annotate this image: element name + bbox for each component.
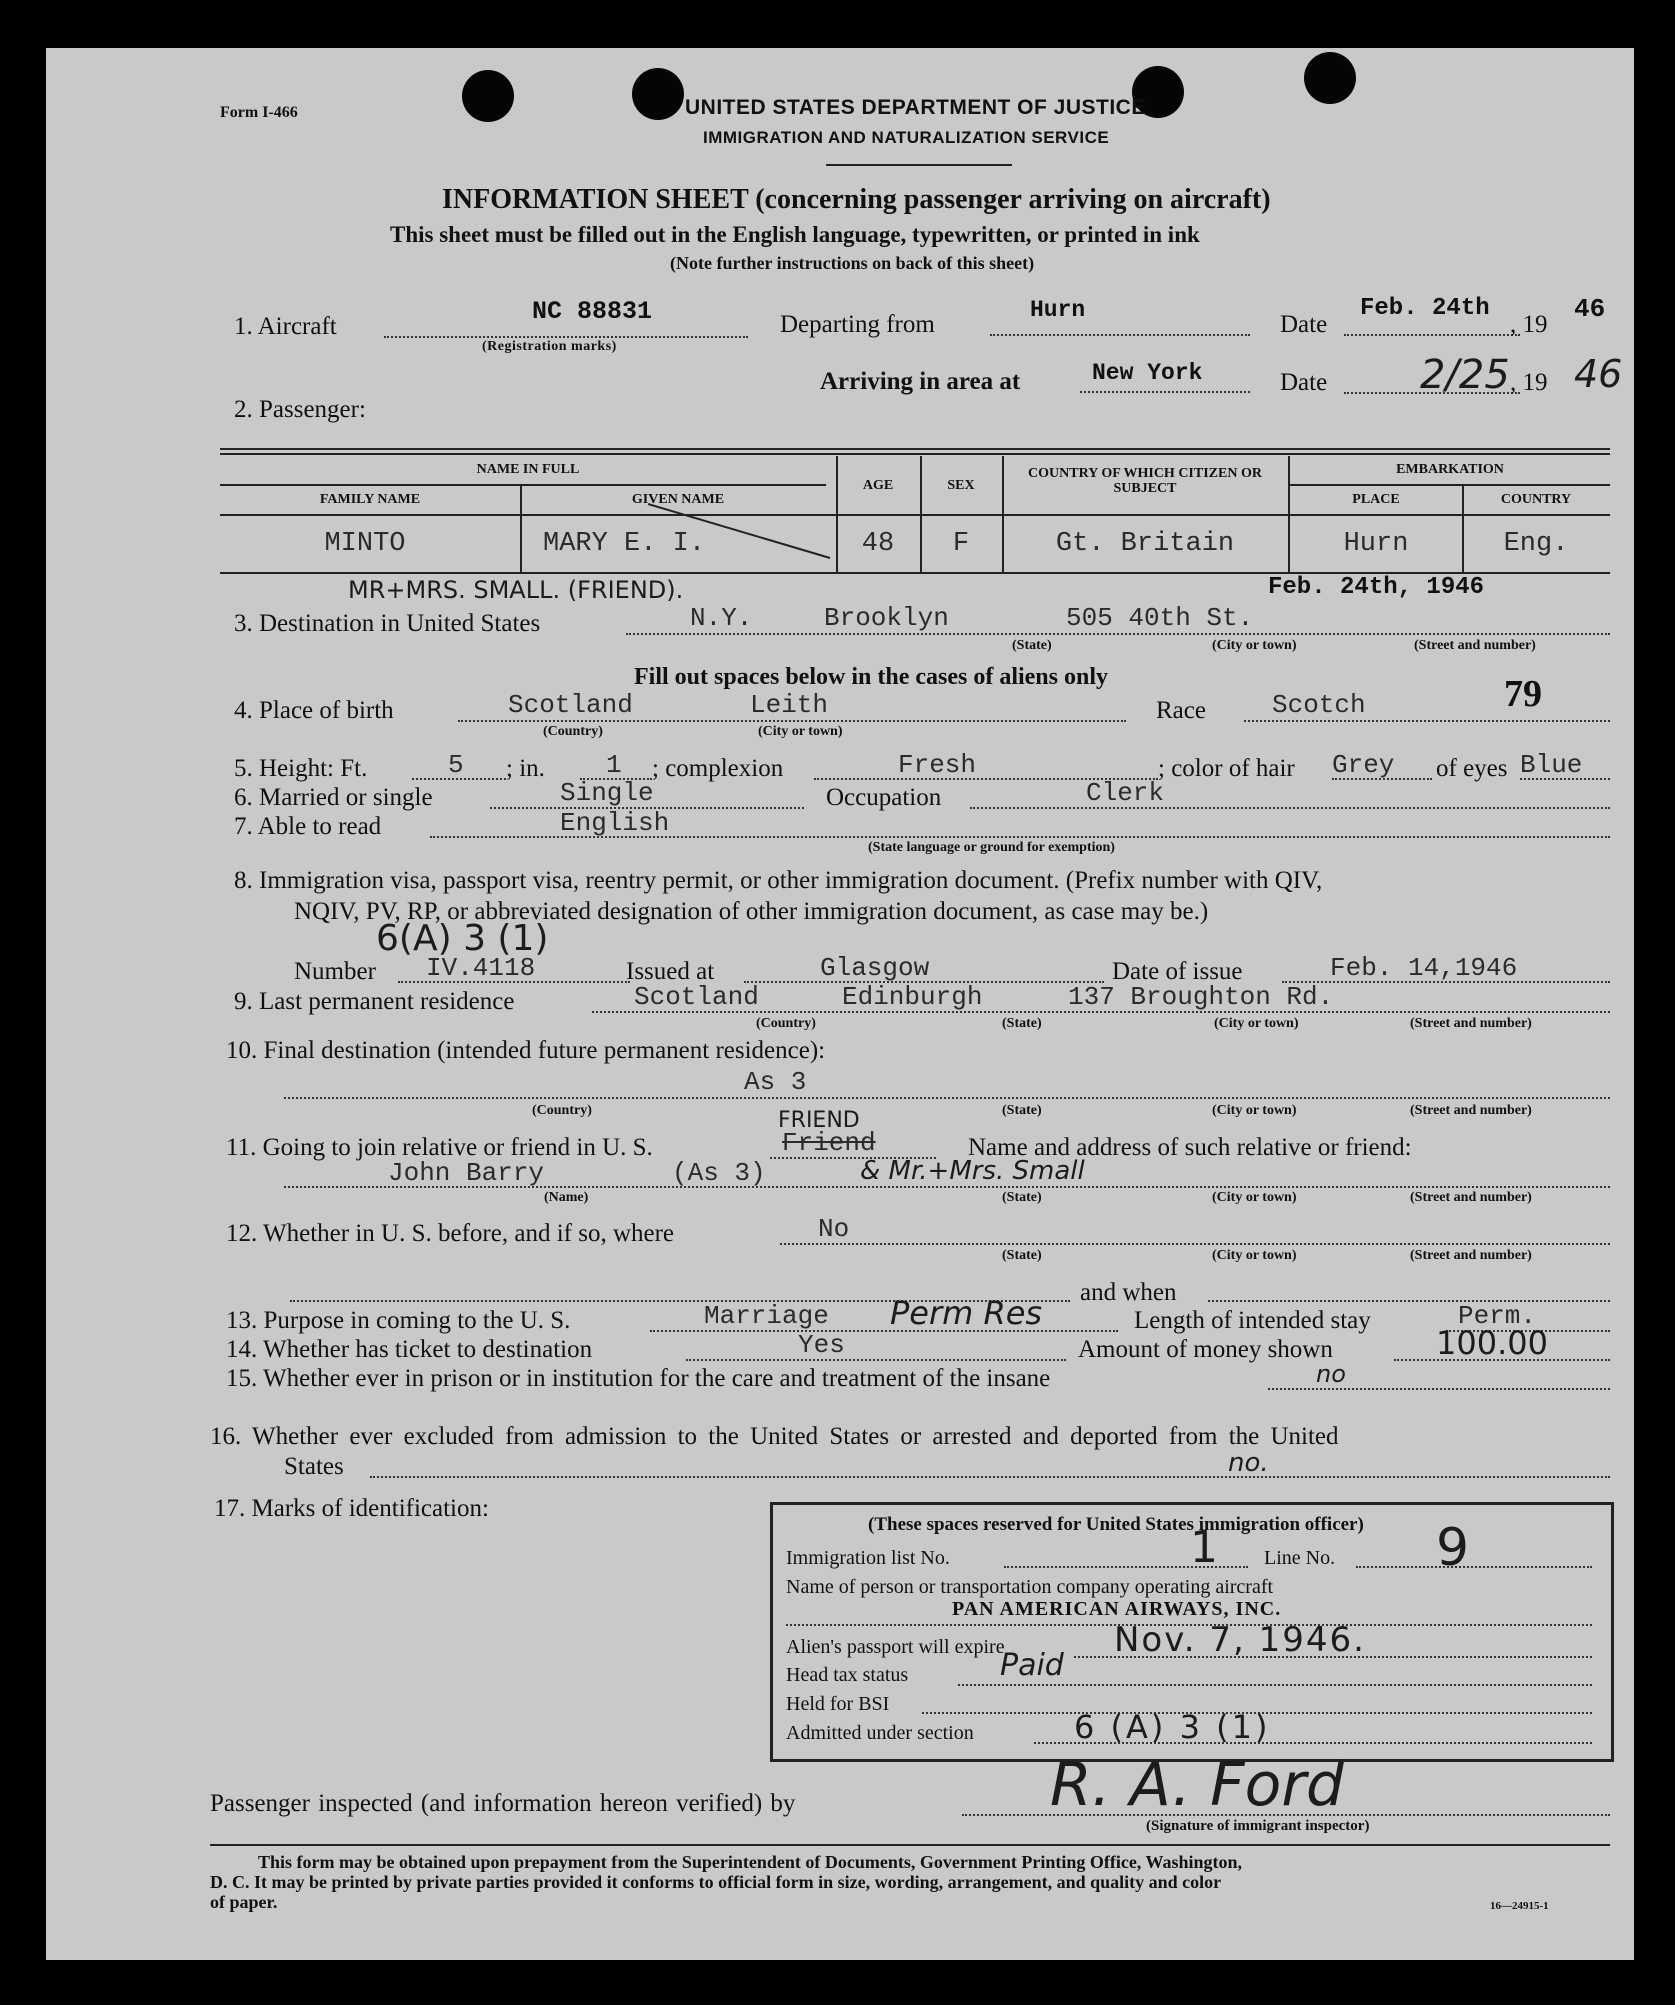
name-in-full-header: NAME IN FULL [476,462,580,477]
complexion-label: ; complexion [652,755,784,782]
street-caption: (Street and number) [1410,1248,1532,1263]
street-caption: (Street and number) [1410,1190,1532,1205]
height-in-label: ; in. [506,755,545,782]
and-when-label: and when [1080,1279,1177,1306]
street-caption: (Street and number) [1414,638,1536,653]
punch-hole [1304,52,1356,104]
join-label: 11. Going to join relative or friend in U. S. [226,1134,653,1161]
country-caption: (Country) [543,724,603,739]
doc-number-label: Number [294,958,376,985]
handwritten-friend-names: & Mr.+Mrs. Small [860,1156,1085,1186]
complexion-value: Fresh [898,750,977,780]
departure-date-value: Feb. 24th [1360,295,1490,322]
occupation-label: Occupation [826,784,942,811]
purpose-value: Marriage [704,1301,829,1331]
city-caption: (City or town) [1212,1190,1297,1205]
departing-value: Hurn [1030,297,1086,323]
line-no-value: 9 [1436,1518,1470,1578]
read-label: 7. Able to read [234,813,382,840]
hair-line [1332,778,1432,780]
sex-value: F [952,529,970,559]
given-name-header: GIVEN NAME [631,492,725,507]
final-destination-label: 10. Final destination (intended future permanent residence): [226,1037,826,1064]
issued-value: Glasgow [820,953,930,983]
handwritten-friend-note: MR+MRS. SMALL. (FRIEND). [348,576,684,604]
race-code: 79 [1504,673,1542,715]
previous-visit-label: 12. Whether in U. S. before, and if so, where [226,1220,675,1247]
table-rule [220,484,826,486]
height-ft-label: 5. Height: Ft. [234,755,368,782]
destination-state: N.Y. [690,603,753,633]
prison-value: no [1316,1360,1346,1388]
operator-label: Name of person or transportation company operating aircraft [786,1576,1274,1598]
sex-header: SEX [947,478,975,493]
street-caption: (Street and number) [1410,1103,1532,1118]
age-value: 48 [861,529,895,559]
final-destination-value: As 3 [744,1067,807,1097]
country-caption: (Country) [532,1103,592,1118]
state-caption: (State) [1002,1190,1042,1205]
footer-line2: D. C. It may be printed by private parties provided it conforms to official form in size, wording, arrangement, and quality and color [210,1872,1222,1892]
city-caption: (City or town) [1212,1103,1297,1118]
handwritten-friend: FRIEND [778,1108,860,1133]
line-no-line [1356,1566,1592,1568]
form-code: 16—24915-1 [1490,1900,1549,1912]
handwritten-purpose: Perm Res [890,1294,1043,1332]
departing-label: Departing from [780,311,935,338]
date-label: Date [1280,311,1328,338]
issued-label: Issued at [626,958,715,985]
race-label: Race [1156,697,1206,724]
header-rule [826,164,1012,166]
department-name: UNITED STATES DEPARTMENT OF JUSTICE [685,96,1146,119]
read-caption: (State language or ground for exemption) [868,840,1115,855]
destination-street: 505 40th St. [1066,603,1254,633]
name-address-label: Name and address of such relative or friend: [968,1134,1412,1161]
aircraft-label: 1. Aircraft [234,313,337,340]
previous-visit-line [780,1243,1610,1245]
stamped-date: Feb. 24th, 1946 [1268,574,1485,601]
admitted-label: Admitted under section [786,1722,974,1744]
marital-value: Single [560,778,654,808]
issue-date-label: Date of issue [1112,958,1243,985]
official-box-heading: (These spaces reserved for United States immigration officer) [868,1514,1364,1535]
ticket-line [686,1359,1066,1361]
arriving-value: New York [1092,360,1203,386]
footer-line1: This form may be obtained upon prepayment from the Superintendent of Documents, Government Printing Office, Washington, [258,1852,1243,1872]
departing-line [990,334,1250,336]
residence-country: Scotland [634,982,759,1012]
birthplace-label: 4. Place of birth [234,697,394,724]
residence-street: 137 Broughton Rd. [1068,982,1334,1012]
arrival-date-value: 2/25 [1420,352,1510,398]
race-value: Scotch [1272,690,1366,720]
residence-state: Edinburgh [842,982,983,1012]
head-tax-label: Head tax status [786,1664,909,1686]
head-tax-value: Paid [1000,1648,1064,1683]
when-line-2 [1208,1300,1610,1302]
state-caption: (State) [1002,1016,1042,1031]
place-header: PLACE [1352,492,1400,507]
year-prefix: , 19 [1510,311,1548,338]
age-header: AGE [862,478,894,493]
date-dep-line [1344,334,1520,336]
inspected-label: Passenger inspected (and information hereon verified) by [210,1790,796,1817]
list-no-label: Immigration list No. [786,1547,950,1569]
admitted-value: 6 (A) 3 (1) [1074,1708,1271,1746]
embarkation-place-value: Hurn [1343,529,1409,559]
aircraft-line [384,336,748,338]
excluded-value: no. [1228,1448,1269,1478]
form-instruction: This sheet must be filled out in the English language, typewritten, or printed in ink [390,222,1200,247]
year-prefix: , 19 [1510,369,1548,396]
given-name-value: MARY E. I. [543,529,706,559]
city-caption: (City or town) [1212,1248,1297,1263]
ticket-label: 14. Whether has ticket to destination [226,1336,593,1363]
form-number: Form I-466 [220,104,298,121]
signature-caption: (Signature of immigrant inspector) [1146,1818,1370,1834]
arriving-line [1080,391,1250,393]
handwritten-stroke [640,500,840,570]
passenger-label: 2. Passenger: [234,396,366,423]
marital-label: 6. Married or single [234,784,433,811]
handwritten-section-ref: 6(A) 3 (1) [376,918,549,959]
citizenship-value: Gt. Britain [1055,529,1235,559]
arrival-date-label: Date [1280,369,1328,396]
hair-value: Grey [1332,750,1395,780]
citizenship-header: COUNTRY OF WHICH CITIZEN OR SUBJECT [1028,466,1262,496]
country-caption: (Country) [756,1016,816,1031]
table-header-rule [220,514,1610,516]
operator-value: PAN AMERICAN AIRWAYS, INC. [952,1598,1282,1620]
money-value: 100.00 [1436,1324,1548,1362]
list-no-value: 1 [1190,1522,1218,1573]
final-destination-line [284,1097,1610,1099]
money-label: Amount of money shown [1078,1336,1333,1363]
arrival-year-value: 46 [1574,352,1623,396]
punch-hole [462,70,514,122]
birth-country: Scotland [508,690,633,720]
stay-value: Perm. [1458,1301,1537,1331]
registration-caption: (Registration marks) [482,339,617,354]
occupation-line [970,807,1610,809]
birthplace-line [458,720,1126,722]
state-caption: (State) [1012,638,1052,653]
document-label-line1: 8. Immigration visa, passport visa, reentry permit, or other immigration document. (Prefix number with QIV, [234,867,1323,894]
arriving-label: Arriving in area at [820,368,1021,395]
residence-label: 9. Last permanent residence [234,988,515,1015]
destination-line [626,633,1610,635]
eyes-label: of eyes [1436,755,1508,782]
table-rule [1290,484,1610,486]
identification-label: 17. Marks of identification: [214,1495,489,1522]
country-header: COUNTRY [1500,492,1572,507]
issue-date-value: Feb. 14,1946 [1330,953,1518,983]
aircraft-value: NC 88831 [532,297,653,326]
destination-city: Brooklyn [824,603,949,633]
height-ft-value: 5 [448,750,464,780]
city-caption: (City or town) [1212,638,1297,653]
service-name: IMMIGRATION AND NATURALIZATION SERVICE [703,128,1110,147]
head-tax-line [958,1684,1592,1686]
state-caption: (State) [1002,1248,1042,1263]
document-label-line2: NQIV, PV, RP, or abbreviated designation of other immigration document, as case may be.) [294,898,1209,925]
prison-label: 15. Whether ever in prison or in institution for the care and treatment of the insane [226,1365,1051,1392]
passport-expiry-label: Alien's passport will expire [786,1636,1005,1658]
excluded-label-line1: 16. Whether ever excluded from admission to the United States or arrested and deported from the United [210,1423,1339,1450]
friend-ref: (As 3) [672,1158,766,1188]
footer-line3: of paper. [210,1892,278,1912]
family-name-value: MINTO [324,529,406,559]
purpose-label: 13. Purpose in coming to the U. S. [226,1307,571,1334]
table-top-rule [220,453,1610,455]
eyes-line [1520,778,1610,780]
city-caption: (City or town) [758,724,843,739]
line-no-label: Line No. [1264,1547,1336,1569]
doc-number-value: IV.4118 [426,953,536,983]
race-line [1244,720,1610,722]
excluded-label-line2: States [284,1453,344,1480]
form-note: (Note further instructions on back of this sheet) [670,253,1035,273]
excluded-line [370,1476,1610,1478]
embarkation-country-value: Eng. [1503,529,1569,559]
prison-line [1268,1388,1610,1390]
departure-year-value: 46 [1574,294,1606,324]
occupation-value: Clerk [1086,778,1165,808]
embarkation-header: EMBARKATION [1396,462,1504,477]
form-title: INFORMATION SHEET (concerning passenger arriving on aircraft) [442,184,1271,215]
inspector-signature: R. A. Ford [1050,1750,1345,1820]
hair-label: ; color of hair [1158,755,1295,782]
destination-label: 3. Destination in United States [234,610,541,637]
birth-city: Leith [750,690,829,720]
previous-visit-value: No [818,1214,850,1244]
join-value: Friend [782,1128,876,1158]
read-value: English [560,808,670,838]
street-caption: (Street and number) [1410,1016,1532,1031]
punch-hole [632,68,684,120]
table-top-rule [220,448,1610,450]
aliens-heading: Fill out spaces below in the cases of aliens only [634,664,1109,690]
eyes-value: Blue [1520,750,1583,780]
city-caption: (City or town) [1214,1016,1299,1031]
friend-name: John Barry [388,1158,545,1188]
family-name-header: FAMILY NAME [319,492,421,507]
stay-label: Length of intended stay [1134,1307,1371,1334]
bsi-label: Held for BSI [786,1693,890,1715]
passport-expiry-value: Nov. 7, 1946. [1114,1620,1366,1660]
height-in-value: 1 [606,750,622,780]
name-caption: (Name) [544,1190,589,1205]
ticket-value: Yes [798,1330,845,1360]
state-caption: (State) [1002,1103,1042,1118]
footer-rule [210,1844,1610,1846]
